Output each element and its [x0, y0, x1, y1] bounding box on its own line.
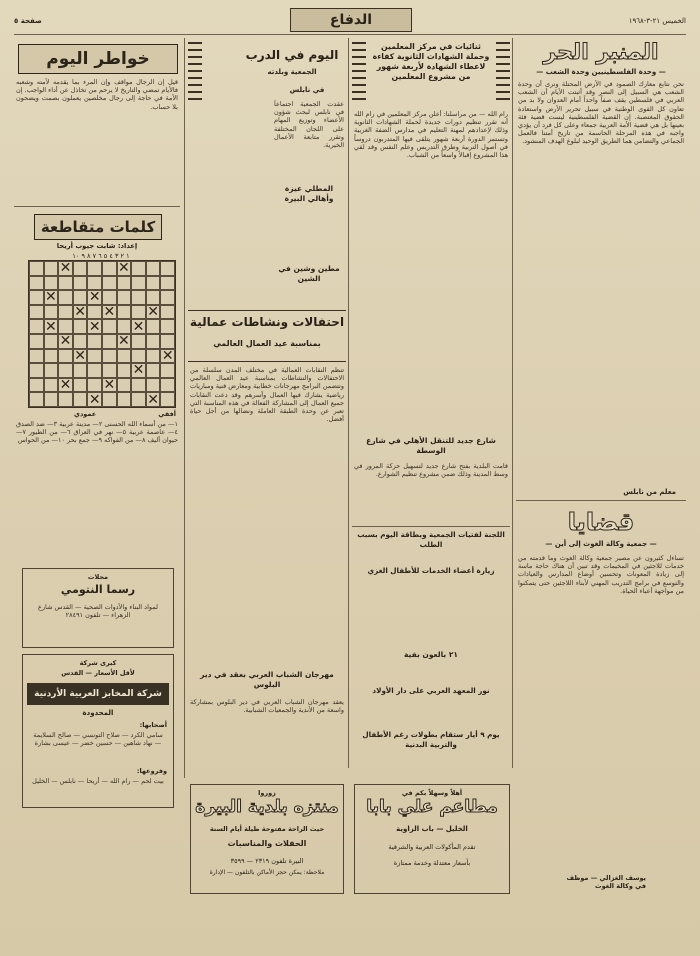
crossword-cell[interactable]: ✕: [118, 260, 130, 277]
box-thoughts-title: خواطر اليوم: [18, 44, 178, 74]
crossword-cell[interactable]: [58, 349, 73, 364]
crossword-cell[interactable]: ✕: [88, 391, 101, 408]
crossword-cell[interactable]: [29, 378, 44, 393]
crossword-down-label: عمودي: [74, 410, 97, 418]
subhead-mateen: مطين وشين في الشين: [278, 264, 340, 283]
ad1-title: رسما النتومي: [60, 583, 136, 596]
crossword-cell[interactable]: [44, 276, 59, 291]
crossword-cell[interactable]: [73, 378, 88, 393]
crossword-cell[interactable]: [87, 349, 102, 364]
association-body: عقدت الجمعية اجتماعاً في نابلس لبحث شؤون الأعضاء وتوزيع المهام على اللجان المختلفة وتقرر متابعة الأعمال الخيرية.: [274, 100, 344, 150]
crossword-author: إعداد: شابت جيوب أريحا: [56, 242, 138, 250]
crossword-cell[interactable]: [44, 392, 59, 407]
ad2-title: شركة المخابز العربية الأردنية: [27, 683, 169, 705]
crossword-cell[interactable]: [58, 290, 73, 305]
crossword-cell[interactable]: [44, 261, 59, 276]
ad2-branches-label: وفروعها:: [136, 767, 167, 775]
crossword-cell[interactable]: [102, 349, 117, 364]
column-subtitle: — وحدة الفلسطينيين وحدة الشعب —: [536, 68, 666, 76]
crossword-cell[interactable]: [131, 261, 146, 276]
notice-arab-institute: نور المعهد العربي على دار الأولاد: [372, 686, 490, 695]
crossword-cell[interactable]: [58, 363, 73, 378]
crossword-cell[interactable]: ✕: [45, 318, 57, 335]
labor-headline-box: [188, 310, 346, 362]
notice-services-visit: زيارة أعضاء الخدمات للأطفال الغزي: [367, 566, 495, 575]
ad-restaurant-line3: بأسعار معتدلة وخدمة ممتازة: [393, 859, 471, 867]
crossword-cell[interactable]: [29, 261, 44, 276]
column-subhead-association: الجمعية وبلدته: [267, 68, 317, 76]
crossword-cell[interactable]: [117, 290, 132, 305]
subhead-albireh: المطلي عيزة وأهالي البيرة: [284, 184, 334, 203]
section-rule: [516, 500, 686, 501]
ad2-branches: بيت لحم — رام الله — أريحا — نابلس — الخليل: [32, 777, 164, 785]
notice-rule: [352, 526, 510, 527]
crossword-cell[interactable]: [117, 276, 132, 291]
crossword-cell[interactable]: [44, 363, 59, 378]
right-column: [516, 38, 686, 928]
crossword-cell[interactable]: [117, 349, 132, 364]
crossword-cell[interactable]: [117, 305, 132, 320]
crossword-cell[interactable]: [44, 349, 59, 364]
festival-body: يعقد مهرجان الشباب العربي في دير البلوس بمشاركة واسعة من الأندية والجمعيات الشبابية.: [190, 698, 344, 715]
crossword-cell[interactable]: ✕: [88, 289, 101, 306]
crossword-cell[interactable]: [58, 276, 73, 291]
crossword-cell[interactable]: ✕: [132, 318, 145, 335]
crossword-cell[interactable]: [146, 363, 161, 378]
ornament-left: [352, 42, 366, 102]
box-thoughts-body: قيل إن الرجال مواقف وإن المرء بما يقدمه لأمته وشعبه فالأيام تمضي والتاريخ لا يرحم من تخاذل عن أداء الواجب. إن الأمة في حاجة إلى رجال مخلصين يعملون بصمت ويضحون بلا حساب.: [16, 78, 178, 111]
ad-restaurant-title: مطاعم علي بابا: [366, 797, 498, 817]
ad2-sub2: المحدودة: [82, 709, 114, 717]
ornament-right: [496, 42, 510, 102]
ad-ali-baba: [354, 784, 510, 894]
center-column: [188, 38, 346, 778]
crossword-cell[interactable]: [29, 290, 44, 305]
section-subtitle: — جمعية وكالة الغوث إلى أين —: [545, 540, 657, 548]
crossword-cell[interactable]: [29, 334, 44, 349]
column-subhead-nablus: في نابلس: [289, 86, 325, 94]
notice-services-body: [354, 590, 508, 650]
ad-albireh-park: [190, 784, 344, 894]
headline-teachers-center: ثنائيات في مركز المعلمين وحملة الشهادات الثانوية كفاءة لاعطاء الشهادة لأربعة شهور من مشروع المعلمين: [372, 42, 490, 81]
crossword-cell[interactable]: [160, 290, 175, 305]
crossword-cell[interactable]: [160, 305, 175, 320]
teachers-article-body: رام الله — من مراسلنا: أعلن مركز المعلمين في رام الله أنه تقرر تنظيم دورات جديدة لحملة الشهادات الثانوية وذلك لإعدادهم لمهنة التعليم في مدارس الضفة الغربية وتستمر الدورة أربعة شهور يتلقى فيها المتدربون دروساً في أصول التربية وطرق التدريس وعلم النفس وقد لقي هذا المشروع إقبالاً واسعاً من الشباب.: [354, 110, 508, 160]
crossword-cell[interactable]: [160, 392, 175, 407]
crossword-cell[interactable]: [73, 276, 88, 291]
section-signature: يوسف الغزالي — موظف في وكالة الغوث: [566, 874, 646, 890]
labor-subheadline: بمناسبة عيد العمال العالمي: [213, 339, 321, 348]
ad-park-title: منتزه بلدية البيرة: [195, 797, 339, 817]
crossword-cell[interactable]: [117, 392, 132, 407]
crossword-cell[interactable]: [87, 261, 102, 276]
crossword-clues: ١— من أسماء الله الحسنى ٢— مدينة عربية ٣— ضد الصدق ٤— عاصمة عربية ٥— نهر في العراق ٦— من الطيور ٧— حيوان أليف ٨— من الفواكه ٩— جمع بحر ١٠— من الحواس: [16, 420, 178, 445]
notice-sports-day: يوم ٩ أيار ستقام بطولات رغم الأطفال والتربية البدنية: [362, 730, 500, 749]
ad2-owners: سامي الكرد — صلاح التونسي — صالح السلايمة — نهاد شاهين — حسين خضر — عيسى بشارة: [33, 731, 163, 748]
crossword-cell[interactable]: [131, 334, 146, 349]
crossword-cell[interactable]: [102, 319, 117, 334]
crossword-cell[interactable]: [29, 305, 44, 320]
crossword-cell[interactable]: [58, 305, 73, 320]
crossword-cell[interactable]: [58, 319, 73, 334]
crossword-cell[interactable]: [102, 290, 117, 305]
section-body: تساءل كثيرون عن مصير جمعية وكالة الغوث وما قدمته من خدمات للاجئين في المخيمات وقد تبين أن هناك حاجة ماسة إلى زيادة المعونات وتحسين أوضاع المدارس والعيادات والتوسع في برامج التدريب المهني لأبناء اللاجئين حتى يتمكنوا من مواجهة أعباء الحياة.: [518, 554, 684, 595]
masthead-rule: [14, 34, 686, 35]
center-right-column: [352, 38, 510, 778]
crossword-cell[interactable]: [160, 334, 175, 349]
crossword-cell[interactable]: ✕: [59, 260, 72, 277]
ad2-sub: لأقل الأسعار — القدس: [61, 669, 135, 677]
crossword-cell[interactable]: [131, 349, 146, 364]
divider-3: [184, 38, 185, 778]
crossword-cell[interactable]: [29, 276, 44, 291]
crossword-grid: [28, 260, 176, 408]
crossword-cell[interactable]: [102, 334, 117, 349]
crossword-cell[interactable]: ✕: [161, 347, 174, 364]
crossword-cell[interactable]: ✕: [88, 318, 101, 335]
festival-headline: مهرجان الشباب العربي بعقد في دير البلوس: [200, 670, 334, 689]
crossword-cell[interactable]: ✕: [147, 391, 159, 408]
crossword-cell[interactable]: [102, 276, 117, 291]
crossword-cell[interactable]: [146, 349, 161, 364]
divider-1: [512, 38, 513, 768]
article-author: معلم من نابلس: [623, 488, 676, 496]
crossword-cell[interactable]: [160, 378, 175, 393]
crossword-cell[interactable]: [102, 363, 117, 378]
crossword-cell[interactable]: [58, 392, 73, 407]
crossword-cell[interactable]: [146, 290, 161, 305]
ad2-intro: كبرى شركة: [79, 659, 117, 667]
ad1-body: لمواد البناء والأدوات الصحية — القدس شارع الزهراء — تلفون ٢٨٤٩١: [38, 603, 158, 620]
ad-park-line1: حيث الراحة مفتوحة طيلة أيام السنة: [209, 825, 325, 833]
masthead-logo: الدفاع: [290, 8, 412, 32]
crossword-cell[interactable]: ✕: [74, 304, 86, 321]
ad-park-note: ملاحظة: يمكن حجز الأماكن بالتلفون — الإدارة: [209, 869, 325, 876]
ad-restaurant-line2: تقدم المأكولات العربية والشرقية: [388, 843, 476, 851]
notice-count: ٢١ بالعون بفية: [404, 650, 458, 659]
crossword-cell[interactable]: [160, 276, 175, 291]
crossword-cell[interactable]: [131, 290, 146, 305]
ad-bakeries: [22, 654, 174, 808]
subhead-new-street: شارع جديد للتنقل الأهلي في شارع الوسطة: [366, 436, 496, 455]
ad-restaurant-intro: أهلاً وسهلاً بكم في: [401, 789, 463, 797]
crossword-cell[interactable]: [160, 319, 175, 334]
crossword-cell[interactable]: [73, 334, 88, 349]
crossword-cell[interactable]: [146, 261, 161, 276]
crossword-cell[interactable]: [44, 378, 59, 393]
box-rule: [14, 206, 180, 207]
new-street-body: قامت البلدية بفتح شارع جديد لتسهيل حركة المرور في وسط المدينة وذلك ضمن مشروع تنظيم الشوارع.: [354, 462, 508, 479]
crossword-cell[interactable]: [146, 319, 161, 334]
labor-body: تنظم النقابات العمالية في مختلف المدن سلسلة من الاحتفالات والنشاطات بمناسبة عيد العمال العالمي وتتضمن البرامج مهرجانات خطابية ومعارض فنية ومباريات رياضية يشارك فيها العمال وأسرهم وقد دعت النقابات جميع العمال إلى المشاركة الفعالة في هذه المناسبة التي تعبر عن وحدة الطبقة العاملة ونضالها من أجل حياة أفضل.: [190, 366, 344, 424]
crossword-cell[interactable]: [44, 305, 59, 320]
crossword-cell[interactable]: ✕: [74, 347, 86, 364]
inner-column-text: [190, 100, 266, 300]
ad-restaurant-line1: الخليل — باب الزاوية: [396, 825, 468, 833]
ad-park-line2: الحفلات والمناسبات: [227, 839, 307, 848]
labor-headline: احتفالات ونشاطات عمالية: [189, 315, 345, 329]
crossword-cell[interactable]: [29, 363, 44, 378]
crossword-cell[interactable]: [73, 363, 88, 378]
crossword-cell[interactable]: [131, 305, 146, 320]
crossword-cell[interactable]: [160, 363, 175, 378]
crossword-cell[interactable]: [117, 363, 132, 378]
crossword-cell[interactable]: ✕: [103, 377, 116, 394]
crossword-cell[interactable]: [87, 305, 102, 320]
crossword-cell[interactable]: [29, 349, 44, 364]
ad1-intro: محلات: [87, 573, 109, 581]
crossword-cell[interactable]: [131, 276, 146, 291]
crossword-cell[interactable]: [73, 392, 88, 407]
crossword-cell[interactable]: [44, 334, 59, 349]
crossword-cell[interactable]: [160, 261, 175, 276]
crossword-cell[interactable]: [131, 392, 146, 407]
crossword-cell[interactable]: [73, 290, 88, 305]
crossword-cell[interactable]: ✕: [59, 333, 72, 350]
section-title-issues: قضايا: [567, 508, 635, 536]
crossword-cell[interactable]: [29, 392, 44, 407]
crossword-cell[interactable]: ✕: [147, 304, 159, 321]
article-body: نحن نتابع معارك الصمود في الأرض المحتلة ونرى أن وحدة الشعب هي السبيل إلى النصر وقد أثبتت الأيام أن الشعب العربي في فلسطين يقف صفاً واحداً أمام العدوان ولا بد من تعاون كل القوى الوطنية في سبيل تحرير الأرض واستعادة الحقوق المغتصبة. إن القضية الفلسطينية ليست قضية فئة بعينها بل هي قضية الأمة العربية جمعاء وعلى كل فرد أن يؤدي واجبه في هذه المرحلة الحاسمة من تاريخ أمتنا فالعمل الجماعي والتضامن هما الطريق الوحيد لبلوغ الهدف المنشود.: [518, 80, 684, 146]
crossword-cell[interactable]: [87, 363, 102, 378]
notice-girls-association: اللجنة لفتيات الجمعية وبطاقة اليوم بسبب الطلب: [357, 530, 505, 549]
crossword-cell[interactable]: ✕: [132, 362, 145, 379]
crossword-cell[interactable]: [29, 319, 44, 334]
crossword-cell[interactable]: [87, 334, 102, 349]
column-title-free-pulpit: المنبر الحر: [543, 40, 659, 65]
crossword-cell[interactable]: ✕: [59, 377, 72, 394]
crossword-title: كلمات متقاطعة: [34, 214, 162, 240]
crossword-cell[interactable]: ✕: [118, 333, 130, 350]
crossword-cell[interactable]: [87, 378, 102, 393]
crossword-cell[interactable]: [146, 334, 161, 349]
crossword-cell[interactable]: ✕: [45, 289, 57, 306]
crossword-cell[interactable]: [117, 378, 132, 393]
crossword-cell[interactable]: [73, 319, 88, 334]
masthead-date: الخميس ٢١-٣-١٩٦٨: [628, 17, 686, 25]
column-title-today: اليوم في الدرب: [245, 48, 339, 62]
masthead: [8, 8, 692, 34]
crossword-cell[interactable]: [146, 276, 161, 291]
crossword-cell[interactable]: [117, 319, 132, 334]
page-number: صفحة ٥: [14, 17, 42, 25]
left-column: [14, 38, 180, 928]
crossword-cell[interactable]: [131, 378, 146, 393]
ad-park-phone: البيرة تلفون ٢٣١٩ — ٣٥٩٩: [230, 857, 304, 865]
crossword-cell[interactable]: [146, 378, 161, 393]
crossword-cell[interactable]: [87, 276, 102, 291]
ad-building-materials: [22, 568, 174, 648]
ornament-center: [188, 42, 202, 102]
crossword-cell[interactable]: [102, 261, 117, 276]
crossword-across-label: أفقي: [158, 410, 176, 418]
crossword-cell[interactable]: [73, 261, 88, 276]
crossword-cell[interactable]: [102, 392, 117, 407]
divider-2: [348, 38, 349, 768]
ad-park-intro: زوروا: [258, 789, 276, 797]
ad2-owners-label: أصحابها:: [139, 721, 167, 729]
crossword-cell[interactable]: ✕: [103, 304, 116, 321]
crossword-col-numbers: ١ ٢ ٣ ٤ ٥ ٦ ٧ ٨ ٩ ١٠: [72, 252, 130, 260]
